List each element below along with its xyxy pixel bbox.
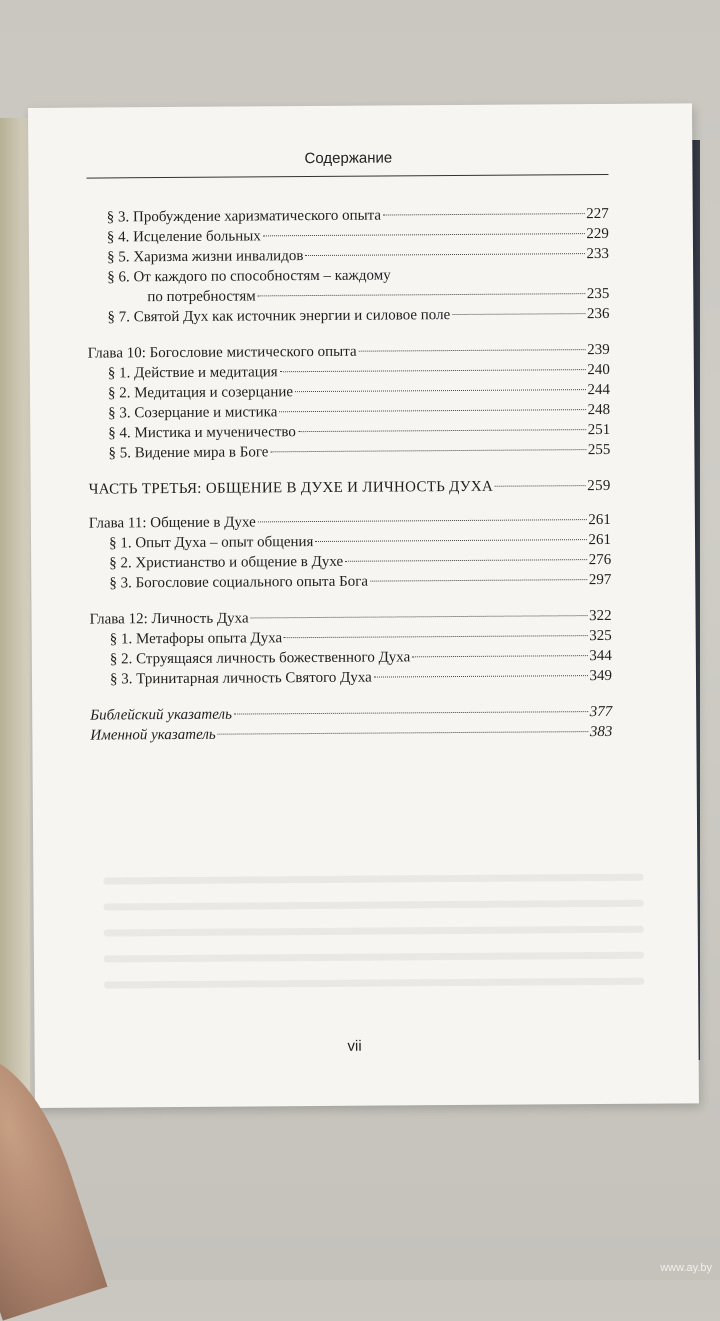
- toc-dot-leader: [279, 409, 585, 412]
- toc-dot-leader: [370, 579, 587, 582]
- toc-entry-title: § 4. Исцеление больных: [106, 228, 261, 246]
- toc-entry-title: § 1. Опыт Духа – опыт общения: [108, 534, 314, 552]
- toc-entry-page: 377: [589, 703, 613, 721]
- toc-entry-page: 251: [587, 421, 611, 439]
- toc-entry-page: 349: [589, 667, 613, 685]
- table-of-contents: [28, 103, 699, 1108]
- toc-dot-leader: [305, 253, 584, 256]
- toc-entry: [89, 476, 611, 500]
- toc-entry-title: § 2. Медитация и созерцание: [107, 384, 294, 402]
- toc-dot-leader: [298, 429, 586, 432]
- toc-entry-title: Глава 11: Общение в Духе: [88, 514, 256, 532]
- toc-dot-leader: [263, 233, 585, 236]
- toc-entry-title: § 1. Действие и медитация: [107, 364, 278, 382]
- toc-entry: [108, 440, 610, 464]
- toc-dot-leader: [258, 519, 587, 522]
- toc-entry-title: Именной указатель: [90, 726, 216, 744]
- toc-entry-title: по потребностям: [147, 288, 256, 306]
- toc-entry-title: ЧАСТЬ ТРЕТЬЯ: ОБЩЕНИЕ В ДУХЕ И ЛИЧНОСТЬ ДУХА: [88, 478, 494, 498]
- toc-dot-leader: [412, 655, 587, 657]
- toc-dot-leader: [258, 293, 585, 296]
- toc-dot-leader: [359, 349, 586, 352]
- toc-entry-page: 259: [587, 477, 611, 495]
- toc-dot-leader: [270, 449, 585, 452]
- toc-entry-page: 227: [586, 205, 609, 223]
- toc-dot-leader: [295, 389, 585, 392]
- toc-entry-page: 276: [588, 551, 612, 569]
- toc-dot-leader: [315, 539, 586, 542]
- toc-entry-page: 240: [587, 361, 610, 379]
- toc-entry-title: § 5. Харизма жизни инвалидов: [106, 248, 304, 266]
- toc-dot-leader: [280, 369, 586, 372]
- toc-entry-page: 261: [588, 531, 612, 549]
- toc-entry-page: 244: [587, 381, 611, 399]
- toc-entry: [109, 570, 611, 594]
- watermark: www.ay.by: [660, 1262, 712, 1274]
- toc-entry-page: 239: [587, 341, 610, 359]
- toc-dot-leader: [495, 485, 585, 487]
- toc-entry-title: § 7. Святой Дух как источник энергии и силовое поле: [107, 307, 451, 326]
- toc-entry-page: 248: [587, 401, 611, 419]
- toc-entry-title: Библейский указатель: [90, 706, 232, 724]
- toc-entry-page: 229: [586, 225, 609, 243]
- toc-entry: [90, 722, 612, 746]
- toc-dot-leader: [251, 615, 587, 618]
- running-header: Содержание: [304, 149, 393, 168]
- toc-entry-page: 236: [586, 305, 610, 323]
- toc-entry-title: Глава 10: Богословие мистического опыта: [87, 343, 357, 362]
- toc-entry-page: 235: [586, 285, 610, 303]
- toc-entry-title: Глава 12: Личность Духа: [89, 610, 249, 628]
- toc-dot-leader: [383, 213, 584, 215]
- toc-dot-leader: [284, 635, 587, 638]
- toc-entry-title: § 5. Видение мира в Боге: [108, 444, 269, 462]
- toc-entry-title: § 2. Струящаяся личность божественного Духа: [109, 649, 411, 668]
- page-number: vii: [347, 1037, 362, 1055]
- toc-entry-page: 325: [589, 627, 612, 645]
- toc-entry-title: § 3. Пробуждение харизматического опыта: [106, 207, 382, 226]
- toc-dot-leader: [374, 675, 588, 677]
- toc-dot-leader: [345, 559, 587, 562]
- book-page: [28, 103, 699, 1108]
- toc-entry: [110, 666, 612, 690]
- toc-entry-title: § 6. От каждого по способностям – каждому: [107, 267, 391, 286]
- toc-entry-title: § 2. Христианство и общение в Духе: [109, 553, 344, 572]
- page-left-edge: [0, 118, 30, 1108]
- toc-entry-page: 297: [588, 571, 612, 589]
- toc-entry-page: 255: [587, 441, 611, 459]
- toc-dot-leader: [452, 313, 585, 315]
- toc-dot-leader: [234, 711, 588, 714]
- toc-entry-title: § 3. Созерцание и мистика: [108, 404, 278, 422]
- toc-entry-title: § 3. Тринитарная личность Святого Духа: [109, 669, 372, 688]
- toc-entry-title: § 1. Метафоры опыта Духа: [109, 630, 283, 648]
- toc-entry-page: 322: [589, 607, 612, 625]
- toc-entry-title: § 3. Богословие социального опыта Бога: [109, 573, 369, 592]
- toc-dot-leader: [218, 731, 588, 735]
- toc-entry-title: § 4. Мистика и мученичество: [108, 424, 296, 442]
- toc-entry-page: 233: [586, 245, 610, 263]
- toc-entry-page: 383: [589, 723, 613, 741]
- toc-entry: [107, 304, 609, 328]
- toc-entry-page: 344: [589, 647, 612, 665]
- toc-entry-page: 261: [588, 511, 611, 529]
